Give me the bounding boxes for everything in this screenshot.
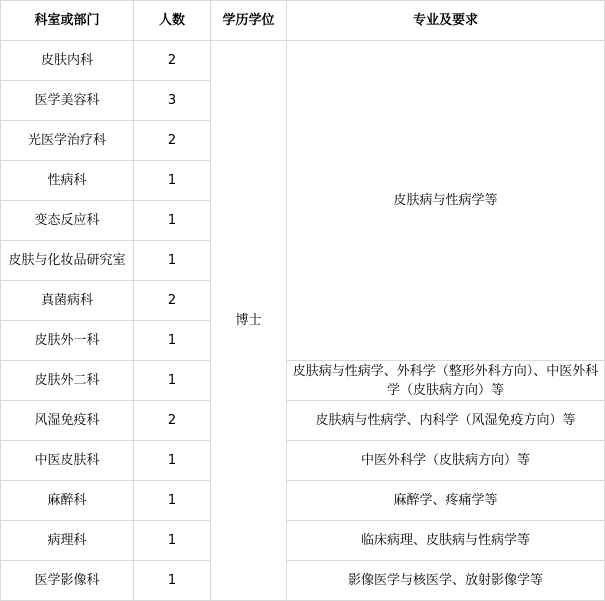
count-cell: 1 [134, 441, 211, 481]
count-cell: 2 [134, 281, 211, 321]
dept-cell: 麻醉科 [1, 481, 134, 521]
count-cell: 1 [134, 561, 211, 601]
count-cell: 1 [134, 481, 211, 521]
requirement-cell: 皮肤病与性病学、内科学（风湿免疫方向）等 [287, 401, 605, 441]
dept-cell: 性病科 [1, 161, 134, 201]
header-requirements: 专业及要求 [287, 1, 605, 41]
header-count: 人数 [134, 1, 211, 41]
requirement-cell: 麻醉学、疼痛学等 [287, 481, 605, 521]
dept-cell: 风湿免疫科 [1, 401, 134, 441]
requirement-cell: 影像医学与核医学、放射影像学等 [287, 561, 605, 601]
header-dept: 科室或部门 [1, 1, 134, 41]
dept-cell: 变态反应科 [1, 201, 134, 241]
table-row [1, 401, 605, 441]
dept-cell: 光医学治疗科 [1, 121, 134, 161]
table-row [1, 521, 605, 561]
count-cell: 2 [134, 401, 211, 441]
dept-cell: 医学美容科 [1, 81, 134, 121]
dept-cell: 皮肤外二科 [1, 361, 134, 401]
count-cell: 1 [134, 201, 211, 241]
count-cell: 3 [134, 81, 211, 121]
table-row [1, 41, 605, 81]
dept-cell: 医学影像科 [1, 561, 134, 601]
count-cell: 1 [134, 161, 211, 201]
table-row [1, 441, 605, 481]
table-row [1, 481, 605, 521]
count-cell: 2 [134, 121, 211, 161]
header-degree: 学历学位 [211, 1, 287, 41]
table-row [1, 561, 605, 601]
count-cell: 1 [134, 521, 211, 561]
requirement-cell: 中医外科学（皮肤病方向）等 [287, 441, 605, 481]
dept-cell: 皮肤与化妆品研究室 [1, 241, 134, 281]
dept-cell: 皮肤内科 [1, 41, 134, 81]
dept-cell: 病理科 [1, 521, 134, 561]
table-row [1, 361, 605, 401]
count-cell: 2 [134, 41, 211, 81]
count-cell: 1 [134, 241, 211, 281]
count-cell: 1 [134, 321, 211, 361]
degree-cell: 博士 [211, 41, 287, 601]
dept-cell: 真菌病科 [1, 281, 134, 321]
requirement-cell: 皮肤病与性病学、外科学（整形外科方向）、中医外科学（皮肤病方向）等 [287, 361, 605, 401]
requirement-cell: 临床病理、皮肤病与性病学等 [287, 521, 605, 561]
count-cell: 1 [134, 361, 211, 401]
dept-cell: 中医皮肤科 [1, 441, 134, 481]
header-row [1, 1, 605, 41]
requirement-cell: 皮肤病与性病学等 [287, 41, 605, 361]
dept-cell: 皮肤外一科 [1, 321, 134, 361]
